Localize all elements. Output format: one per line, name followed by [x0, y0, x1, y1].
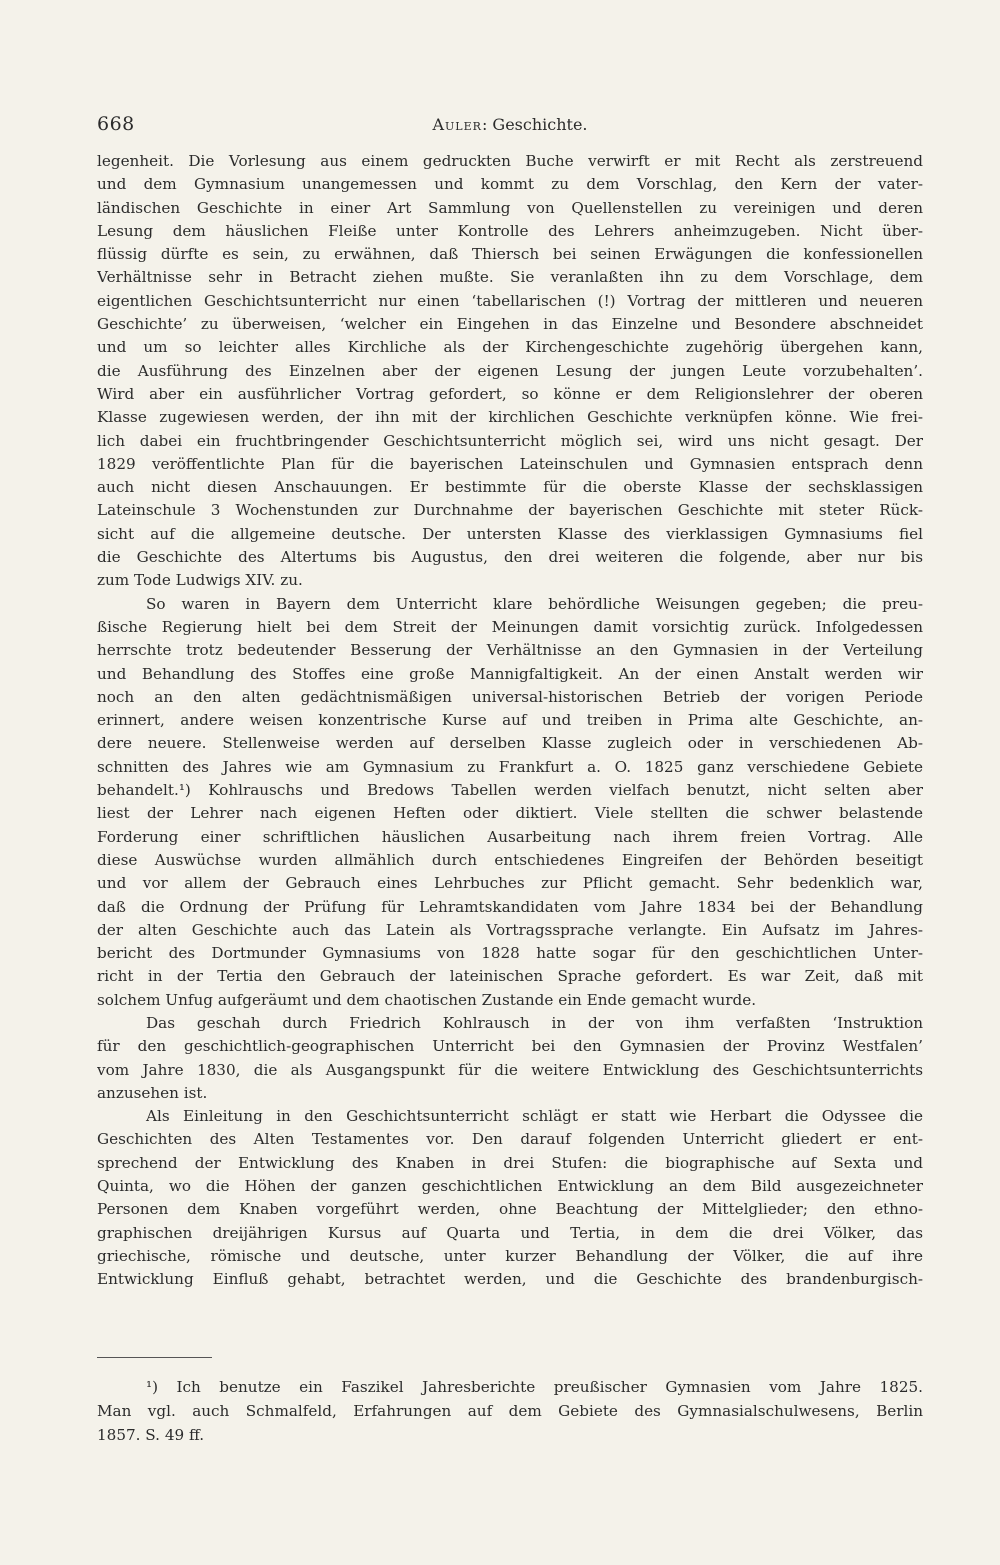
text-line: eigentlichen Geschichtsunterricht nur einen ‘tabellarischen (!) Vortrag der mittleren und neueren	[97, 291, 923, 310]
text-line: Geschichte’ zu überweisen, ‘welcher ein Eingehen in das Einzelne und Besondere abschneidet	[97, 315, 923, 334]
text-line: die Ausführung des Einzelnen aber der eigenen Lesung der jungen Leute vorzubehalten’.	[97, 361, 923, 380]
text-line: griechische, römische und deutsche, unter kurzer Behandlung der Völker, die auf ihre	[97, 1246, 923, 1265]
text-line: noch an den alten gedächtnismäßigen universal-historischen Betrieb der vorigen Periode	[97, 687, 923, 706]
text-line: bericht des Dortmunder Gymnasiums von 1828 hatte sogar für den geschichtlichen Unter-	[97, 944, 923, 963]
text-line: graphischen dreijährigen Kursus auf Quarta und Tertia, in dem die drei Völker, das	[97, 1223, 923, 1242]
running-head	[97, 115, 923, 134]
text-line: flüssig dürfte es sein, zu erwähnen, daß Thiersch bei seinen Erwägungen die konfessionellen	[97, 245, 923, 264]
text-line: ländischen Geschichte in einer Art Sammlung von Quellenstellen zu vereinigen und deren	[97, 198, 923, 217]
text-line: herrschte trotz bedeutender Besserung der Verhältnisse an den Gymnasien in der Verteilung	[97, 641, 923, 660]
text-line: schnitten des Jahres wie am Gymnasium zu Frankfurt a. O. 1825 ganz verschiedene Gebiete	[97, 757, 923, 776]
page-header	[97, 113, 923, 143]
text-line: der alten Geschichte auch das Latein als Vortragssprache verlangte. Ein Aufsatz im Jahres-	[97, 920, 923, 939]
text-line: 1829 veröffentlichte Plan für die bayerischen Lateinschulen und Gymnasien entsprach denn	[97, 454, 923, 473]
text-line: Lateinschule 3 Wochenstunden zur Durchnahme der bayerischen Geschichte mit steter Rück-	[97, 501, 923, 520]
running-head-author: Auler	[432, 115, 482, 134]
text-line: und um so leichter alles Kirchliche als der Kirchengeschichte zugehörig übergehen kann,	[97, 338, 923, 357]
text-line: sicht auf die allgemeine deutsche. Der untersten Klasse des vierklassigen Gymnasiums fiel	[97, 524, 923, 543]
footnote-line: 1857. S. 49 ff.	[97, 1426, 205, 1444]
text-line: solchem Unfug aufgeräumt und dem chaotischen Zustande ein Ende gemacht wurde.	[97, 990, 757, 1009]
page-number: 668	[97, 113, 135, 135]
footnote-line: Man vgl. auch Schmalfeld, Erfahrungen auf dem Gebiete des Gymnasialschulwesens, Berlin	[97, 1402, 923, 1420]
text-line: ßische Regierung hielt bei dem Streit der Meinungen damit vorsichtig zurück. Infolgedessen	[97, 617, 923, 636]
text-line: zum Tode Ludwigs XIV. zu.	[97, 571, 303, 590]
footnote-line: ¹) Ich benutze ein Faszikel Jahresberichte preußischer Gymnasien vom Jahre 1825.	[146, 1378, 923, 1396]
text-line: Quinta, wo die Höhen der ganzen geschichtlichen Entwicklung an dem Bild ausgezeichneter	[97, 1177, 923, 1196]
text-line: erinnert, andere weisen konzentrische Kurse auf und treiben in Prima alte Geschichte, an-	[97, 711, 923, 730]
text-line: Als Einleitung in den Geschichtsunterricht schlägt er statt wie Herbart die Odyssee die	[146, 1107, 923, 1126]
text-line: Geschichten des Alten Testamentes vor. Den darauf folgenden Unterricht gliedert er ent-	[97, 1130, 923, 1149]
text-line: liest der Lehrer nach eigenen Heften oder diktiert. Viele stellten die schwer belastende	[97, 804, 923, 823]
text-line: legenheit. Die Vorlesung aus einem gedruckten Buche verwirft er mit Recht als zerstreuend	[97, 152, 923, 170]
text-line: Entwicklung Einfluß gehabt, betrachtet werden, und die Geschichte des brandenburgisch-	[97, 1270, 923, 1289]
text-line: dere neuere. Stellenweise werden auf derselben Klasse zugleich oder in verschiedenen Ab-	[97, 734, 923, 753]
text-line: So waren in Bayern dem Unterricht klare behördliche Weisungen gegeben; die preu-	[146, 594, 923, 613]
running-head-title: : Geschichte.	[481, 115, 588, 134]
text-line: die Geschichte des Altertums bis Augustus, den drei weiteren die folgende, aber nur bis	[97, 548, 923, 567]
text-line: und dem Gymnasium unangemessen und kommt zu dem Vorschlag, den Kern der vater-	[97, 175, 923, 194]
text-line: anzusehen ist.	[97, 1083, 208, 1102]
footnotes	[97, 1375, 923, 1447]
text-line: Klasse zugewiesen werden, der ihn mit der kirchlichen Geschichte verknüpfen könne. Wie frei-	[97, 408, 923, 427]
text-line: und vor allem der Gebrauch eines Lehrbuches zur Pflicht gemacht. Sehr bedenklich war,	[97, 874, 923, 893]
text-line: diese Auswüchse wurden allmählich durch entschiedenes Eingreifen der Behörden beseitigt	[97, 850, 923, 869]
text-line: richt in der Tertia den Gebrauch der lateinischen Sprache gefordert. Es war Zeit, daß mit	[97, 967, 923, 986]
text-line: Das geschah durch Friedrich Kohlrausch in der von ihm verfaßten ‘Instruktion	[146, 1013, 923, 1032]
text-line: und Behandlung des Stoffes eine große Mannigfaltigkeit. An der einen Anstalt werden wir	[97, 664, 923, 683]
text-line: Wird aber ein ausführlicher Vortrag gefordert, so könne er dem Religionslehrer der oberen	[97, 384, 923, 403]
text-line: daß die Ordnung der Prüfung für Lehramtskandidaten vom Jahre 1834 bei der Behandlung	[97, 897, 923, 916]
text-line: auch nicht diesen Anschauungen. Er bestimmte für die oberste Klasse der sechsklassigen	[97, 478, 923, 497]
body-text	[97, 150, 923, 1292]
text-line: sprechend der Entwicklung des Knaben in drei Stufen: die biographische auf Sexta und	[97, 1153, 923, 1172]
text-line: lich dabei ein fruchtbringender Geschichtsunterricht möglich sei, wird uns nicht gesagt. Der	[97, 431, 923, 450]
footnote-divider	[97, 1357, 212, 1358]
text-line: Personen dem Knaben vorgeführt werden, ohne Beachtung der Mittelglieder; den ethno-	[97, 1200, 923, 1219]
text-line: vom Jahre 1830, die als Ausgangspunkt für die weitere Entwicklung des Geschichtsunterrichts	[97, 1060, 923, 1079]
text-line: Verhältnisse sehr in Betracht ziehen mußte. Sie veranlaßten ihn zu dem Vorschlage, dem	[97, 268, 923, 287]
text-line: Lesung dem häuslichen Fleiße unter Kontrolle des Lehrers anheimzugeben. Nicht über-	[97, 221, 923, 240]
text-line: für den geschichtlich-geographischen Unterricht bei den Gymnasien der Provinz Westfalen’	[97, 1037, 923, 1056]
text-line: Forderung einer schriftlichen häuslichen Ausarbeitung nach ihrem freien Vortrag. Alle	[97, 827, 923, 846]
text-line: behandelt.¹) Kohlrauschs und Bredows Tabellen werden vielfach benutzt, nicht selten aber	[97, 781, 923, 800]
